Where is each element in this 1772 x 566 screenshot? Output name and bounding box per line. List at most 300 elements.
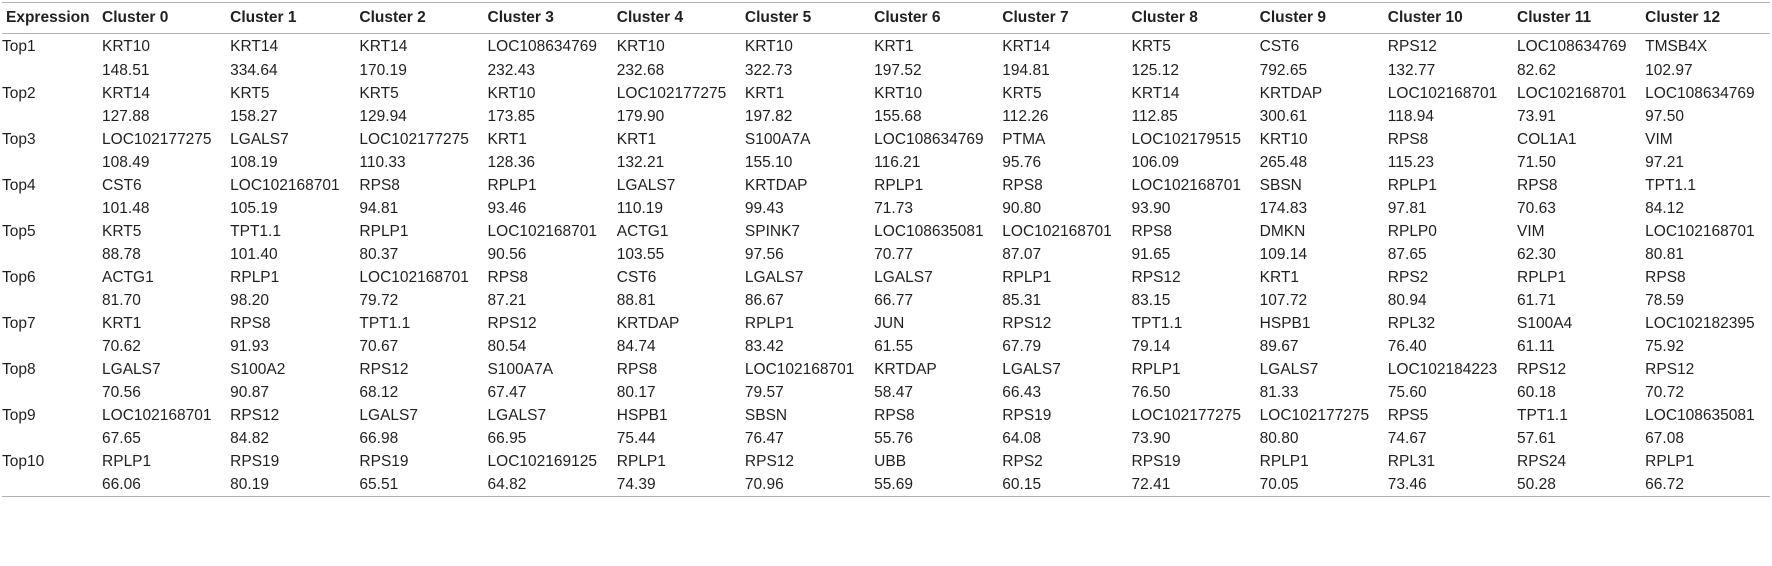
gene-cell: CST6 [616,269,657,286]
value-cell: 81.33 [1259,384,1299,401]
value-cell: 58.47 [874,384,913,401]
gene-cell: RPLP1 [744,315,795,332]
value-cell: 101.40 [230,246,278,263]
gene-cell: RPS5 [1387,407,1429,424]
value-cell: 66.95 [487,430,527,447]
gene-cell: RPS8 [874,407,915,424]
expression-table-container [2,2,1770,497]
value-cell: 127.88 [102,108,150,125]
gene-cell: UBB [874,453,907,470]
value-cell: 73.90 [1131,430,1171,447]
table-row-values [2,106,1770,129]
row-label: Top5 [2,223,36,240]
value-cell: 80.19 [230,474,359,497]
gene-cell: KRT10 [1259,131,1308,148]
value-cell: 81.70 [102,292,141,309]
value-cell: 80.37 [359,246,399,263]
row-label: Top8 [2,361,36,378]
gene-cell: KRT10 [616,37,665,55]
gene-cell: KRTDAP [744,177,808,194]
value-cell: 66.43 [1002,384,1042,401]
gene-cell: RPS8 [1517,177,1558,194]
value-cell: 80.54 [487,338,527,355]
gene-cell: RPLP1 [230,269,280,286]
gene-cell: VIM [1517,223,1545,240]
gene-cell: SPINK7 [744,223,801,240]
gene-cell: RPS8 [1387,131,1429,148]
header-cluster-8: Cluster 8 [1132,3,1260,34]
table-row-values [2,152,1770,175]
value-cell: 118.94 [1387,108,1435,125]
gene-cell: RPLP1 [102,453,152,470]
gene-cell: LOC102177275 [1259,407,1370,424]
value-cell: 87.07 [1002,246,1042,263]
value-cell: 101.48 [102,200,150,217]
value-cell: 60.15 [1002,474,1131,497]
gene-cell: RPS8 [487,269,529,286]
value-cell: 108.49 [102,154,150,171]
gene-cell: SBSN [744,407,788,424]
value-cell: 94.81 [359,200,399,217]
gene-cell: RPLP1 [874,177,924,194]
value-cell: 74.39 [617,474,745,497]
value-cell: 72.41 [1132,474,1260,497]
value-cell: 67.79 [1002,338,1042,355]
value-cell: 75.44 [616,430,656,447]
gene-cell: LOC102168701 [1131,177,1241,194]
gene-cell: RPS12 [359,361,409,378]
gene-cell: LOC102177275 [102,131,212,148]
value-cell: 66.72 [1645,474,1770,497]
gene-cell: TPT1.1 [1131,315,1183,332]
value-cell: 70.62 [102,338,141,355]
value-cell: 86.67 [744,292,784,309]
header-cluster-0: Cluster 0 [102,3,230,34]
value-cell: 70.96 [745,474,874,497]
row-label-spacer [2,474,102,497]
gene-cell: RPS24 [1517,453,1567,470]
gene-cell: KRT14 [1131,85,1180,102]
value-cell: 64.08 [1002,430,1042,447]
gene-cell: KRT14 [1002,37,1051,55]
gene-cell: LOC102168701 [744,361,855,378]
value-cell: 194.81 [1002,62,1050,79]
gene-cell: RPL32 [1387,315,1436,332]
value-cell: 98.20 [230,292,269,309]
value-cell: 132.21 [616,154,665,171]
value-cell: 80.94 [1387,292,1427,309]
gene-cell: RPS8 [616,361,658,378]
value-cell: 70.77 [874,246,913,263]
table-row-values [2,474,1770,497]
value-cell: 64.82 [488,474,617,497]
row-label-spacer [2,244,102,267]
gene-cell: LGALS7 [874,269,933,286]
value-cell: 89.67 [1259,338,1299,355]
value-cell: 99.43 [744,200,784,217]
gene-cell: LOC102168701 [1002,223,1112,240]
header-expression: Expression [2,3,102,34]
value-cell: 232.43 [487,62,535,79]
table-row-values [2,60,1770,83]
value-cell: 107.72 [1259,292,1308,309]
gene-cell: RPS8 [359,177,400,194]
gene-cell: RPS2 [1002,453,1043,470]
value-cell: 148.51 [102,62,150,79]
gene-cell: KRTDAP [616,315,680,332]
row-label-spacer [2,106,102,129]
gene-cell: TPT1.1 [230,223,281,240]
gene-cell: DMKN [1259,223,1306,240]
gene-cell: RPLP0 [1387,223,1437,240]
value-cell: 90.56 [487,246,527,263]
row-label: Top9 [2,407,36,424]
gene-cell: RPLP1 [1645,453,1695,470]
gene-cell: KRT10 [102,37,150,55]
gene-cell: LOC102168701 [1387,85,1498,102]
value-cell: 68.12 [359,384,399,401]
gene-cell: VIM [1645,131,1673,148]
value-cell: 62.30 [1517,246,1556,263]
gene-cell: KRT14 [230,37,279,55]
gene-cell: LGALS7 [1002,361,1061,378]
gene-cell: RPS8 [230,315,271,332]
gene-cell: RPLP1 [1259,453,1309,470]
table-row-genes [2,175,1770,198]
row-label: Top2 [2,85,36,102]
value-cell: 84.74 [616,338,656,355]
value-cell: 73.91 [1517,108,1556,125]
gene-cell: S100A2 [230,361,286,378]
value-cell: 66.77 [874,292,913,309]
table-row-genes [2,359,1770,382]
row-label-spacer [2,152,102,175]
gene-cell: RPLP1 [359,223,409,240]
gene-cell: LOC102177275 [359,131,469,148]
value-cell: 75.60 [1387,384,1427,401]
value-cell: 67.47 [487,384,527,401]
gene-cell: JUN [874,315,905,332]
header-cluster-6: Cluster 6 [874,3,1002,34]
gene-cell: RPS12 [744,453,795,470]
gene-cell: KRT10 [744,37,793,55]
row-label-spacer [2,382,102,405]
gene-cell: SBSN [1259,177,1302,194]
gene-cell: LGALS7 [616,177,676,194]
gene-cell: RPLP1 [1002,269,1052,286]
table-row-values [2,244,1770,267]
table-row-genes [2,83,1770,106]
gene-cell: RPS19 [359,453,409,470]
header-cluster-3: Cluster 3 [488,3,617,34]
value-cell: 73.46 [1388,474,1517,497]
gene-cell: CST6 [102,177,142,194]
value-cell: 155.68 [874,108,922,125]
gene-cell: KRT5 [359,85,399,102]
value-cell: 97.21 [1645,154,1684,171]
value-cell: 91.93 [230,338,269,355]
header-cluster-9: Cluster 9 [1260,3,1388,34]
value-cell: 76.47 [744,430,784,447]
table-row-values [2,428,1770,451]
value-cell: 97.56 [744,246,784,263]
gene-cell: KRT1 [616,131,657,148]
gene-cell: LOC102168701 [1517,85,1627,102]
gene-cell: S100A7A [487,361,554,378]
value-cell: 60.18 [1517,384,1556,401]
value-cell: 70.72 [1645,384,1684,401]
gene-cell: LOC102169125 [487,453,597,470]
value-cell: 232.68 [616,62,665,79]
value-cell: 55.76 [874,430,913,447]
value-cell: 173.85 [487,108,535,125]
value-cell: 75.92 [1645,338,1684,355]
value-cell: 84.82 [230,430,269,447]
table-row-values [2,290,1770,313]
value-cell: 84.12 [1645,200,1684,217]
gene-cell: LOC102179515 [1131,131,1241,148]
gene-cell: KRT1 [102,315,142,332]
value-cell: 55.69 [874,474,1002,497]
value-cell: 67.65 [102,430,141,447]
gene-cell: RPS2 [1387,269,1429,286]
value-cell: 129.94 [359,108,407,125]
table-row-genes [2,405,1770,428]
header-cluster-1: Cluster 1 [230,3,359,34]
table-body [2,34,1770,497]
gene-cell: TPT1.1 [1645,177,1696,194]
gene-cell: ACTG1 [102,269,154,286]
value-cell: 70.67 [359,338,399,355]
value-cell: 71.73 [874,200,913,217]
value-cell: 112.26 [1002,108,1049,125]
value-cell: 197.52 [874,62,922,79]
row-label-spacer [2,198,102,221]
table-row-genes [2,313,1770,336]
expression-table [2,2,1770,497]
header-cluster-7: Cluster 7 [1002,3,1131,34]
value-cell: 61.11 [1517,338,1555,355]
table-row-genes [2,129,1770,152]
value-cell: 300.61 [1259,108,1308,125]
gene-cell: KRT10 [874,85,923,102]
gene-cell: RPS12 [1387,37,1437,55]
gene-cell: LOC108634769 [1517,37,1627,55]
value-cell: 97.50 [1645,108,1684,125]
gene-cell: RPS12 [1131,269,1181,286]
gene-cell: KRT1 [744,85,785,102]
table-row-genes [2,451,1770,474]
value-cell: 82.62 [1517,62,1556,79]
value-cell: 108.19 [230,154,278,171]
value-cell: 179.90 [616,108,665,125]
row-label: Top10 [2,453,45,470]
value-cell: 76.50 [1131,384,1171,401]
value-cell: 87.21 [487,292,527,309]
value-cell: 88.81 [616,292,656,309]
gene-cell: LGALS7 [359,407,419,424]
value-cell: 80.80 [1259,430,1299,447]
row-label: Top1 [2,37,36,55]
value-cell: 197.82 [744,108,793,125]
gene-cell: TPT1.1 [359,315,411,332]
value-cell: 74.67 [1387,430,1427,447]
gene-cell: RPS8 [1645,269,1686,286]
row-label-spacer [2,336,102,359]
value-cell: 93.90 [1131,200,1171,217]
gene-cell: KRT5 [102,223,142,240]
gene-cell: RPLP1 [487,177,537,194]
value-cell: 88.78 [102,246,141,263]
gene-cell: TMSB4X [1645,37,1708,55]
value-cell: 67.08 [1645,430,1684,447]
value-cell: 265.48 [1259,154,1308,171]
gene-cell: LOC108635081 [874,223,984,240]
gene-cell: RPLP1 [616,453,666,470]
value-cell: 61.55 [874,338,913,355]
value-cell: 66.06 [102,474,230,497]
gene-cell: LGALS7 [102,361,161,378]
gene-cell: KRT1 [874,37,914,55]
value-cell: 79.14 [1131,338,1171,355]
header-cluster-12: Cluster 12 [1645,3,1770,34]
value-cell: 105.19 [230,200,278,217]
gene-cell: CST6 [1259,37,1300,55]
gene-cell: KRT14 [102,85,150,102]
value-cell: 155.10 [744,154,793,171]
table-row-genes [2,267,1770,290]
gene-cell: KRT14 [359,37,408,55]
value-cell: 71.50 [1517,154,1556,171]
row-label-spacer [2,290,102,313]
gene-cell: LOC102168701 [1645,223,1755,240]
gene-cell: LOC108634769 [1645,85,1755,102]
value-cell: 50.28 [1517,474,1645,497]
header-cluster-5: Cluster 5 [745,3,874,34]
gene-cell: HSPB1 [1259,315,1311,332]
value-cell: 70.56 [102,384,141,401]
gene-cell: RPS12 [1517,361,1567,378]
gene-cell: RPS8 [1131,223,1173,240]
gene-cell: RPS19 [1131,453,1181,470]
value-cell: 80.81 [1645,246,1684,263]
value-cell: 93.46 [487,200,527,217]
header-cluster-10: Cluster 10 [1388,3,1517,34]
row-label-spacer [2,428,102,451]
gene-cell: RPS12 [230,407,280,424]
table-row-genes [2,221,1770,244]
gene-cell: KRT1 [487,131,527,148]
gene-cell: LGALS7 [744,269,804,286]
value-cell: 125.12 [1131,62,1179,79]
gene-cell: KRT10 [487,85,536,102]
value-cell: 103.55 [616,246,665,263]
gene-cell: LOC102177275 [1131,407,1241,424]
value-cell: 95.76 [1002,154,1042,171]
gene-cell: S100A7A [744,131,811,148]
value-cell: 322.73 [744,62,793,79]
gene-cell: LOC108635081 [1645,407,1755,424]
value-cell: 87.65 [1387,246,1427,263]
gene-cell: LOC102168701 [102,407,212,424]
gene-cell: TPT1.1 [1517,407,1568,424]
row-label: Top4 [2,177,36,194]
gene-cell: LOC102177275 [616,85,727,102]
gene-cell: RPS8 [1002,177,1043,194]
gene-cell: RPLP1 [1517,269,1567,286]
value-cell: 97.81 [1387,200,1427,217]
table-row-values [2,382,1770,405]
value-cell: 78.59 [1645,292,1684,309]
gene-cell: ACTG1 [616,223,669,240]
row-label: Top7 [2,315,36,332]
value-cell: 57.61 [1517,430,1556,447]
value-cell: 70.05 [1260,474,1388,497]
value-cell: 334.64 [230,62,278,79]
row-label: Top6 [2,269,36,286]
value-cell: 91.65 [1131,246,1171,263]
header-cluster-4: Cluster 4 [617,3,745,34]
gene-cell: LOC102168701 [230,177,340,194]
value-cell: 102.97 [1645,62,1693,79]
value-cell: 66.98 [359,430,399,447]
gene-cell: LOC108634769 [487,37,597,55]
value-cell: 128.36 [487,154,535,171]
value-cell: 110.19 [616,200,664,217]
gene-cell: KRT5 [1002,85,1042,102]
gene-cell: RPS19 [1002,407,1052,424]
gene-cell: RPL31 [1387,453,1436,470]
gene-cell: S100A4 [1517,315,1573,332]
gene-cell: LOC102168701 [359,269,469,286]
value-cell: 90.80 [1002,200,1042,217]
value-cell: 70.63 [1517,200,1556,217]
gene-cell: LOC102184223 [1387,361,1498,378]
gene-cell: RPLP1 [1387,177,1437,194]
gene-cell: KRT1 [1259,269,1299,286]
gene-cell: LGALS7 [487,407,547,424]
value-cell: 65.51 [359,474,487,497]
value-cell: 132.77 [1387,62,1436,79]
value-cell: 79.57 [744,384,784,401]
value-cell: 110.33 [359,154,406,171]
gene-cell: RPS12 [1002,315,1052,332]
value-cell: 83.42 [744,338,784,355]
value-cell: 170.19 [359,62,407,79]
header-cluster-2: Cluster 2 [359,3,487,34]
value-cell: 106.09 [1131,154,1179,171]
value-cell: 79.72 [359,292,399,309]
value-cell: 80.17 [616,384,656,401]
gene-cell: RPS12 [1645,361,1695,378]
value-cell: 109.14 [1259,246,1308,263]
table-row-values [2,336,1770,359]
gene-cell: LOC102168701 [487,223,597,240]
value-cell: 115.23 [1387,154,1435,171]
table-header-row [2,3,1770,34]
value-cell: 112.85 [1131,108,1178,125]
gene-cell: COL1A1 [1517,131,1577,148]
gene-cell: LGALS7 [1259,361,1319,378]
value-cell: 792.65 [1259,62,1308,79]
value-cell: 90.87 [230,384,269,401]
gene-cell: KRT5 [230,85,270,102]
gene-cell: LOC108634769 [874,131,984,148]
gene-cell: LOC102182395 [1645,315,1755,332]
value-cell: 61.71 [1517,292,1556,309]
row-label: Top3 [2,131,36,148]
row-label-spacer [2,60,102,83]
